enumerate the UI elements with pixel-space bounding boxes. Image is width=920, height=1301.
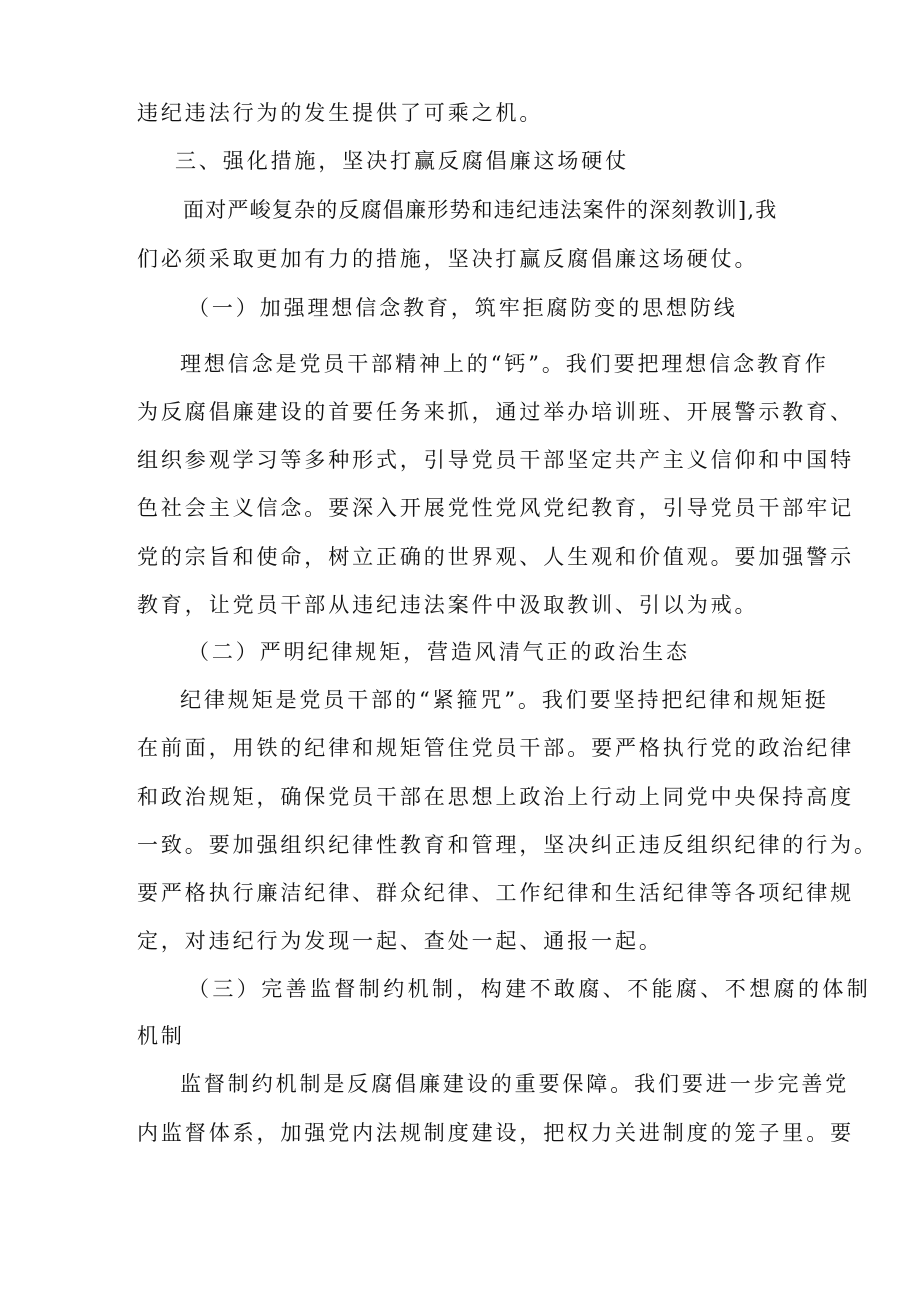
body-line: 为反腐倡廉建设的首要任务来抓，通过举办培训班、开展警示教育、 bbox=[137, 400, 854, 424]
paragraph-first-line: 监督制约机制是反腐倡廉建设的重要保障。我们要进一步完善党 bbox=[180, 1072, 850, 1096]
section-heading: 三、强化措施，坚决打赢反腐倡廉这场硬仗 bbox=[175, 149, 630, 173]
body-line: 教育，让党员干部从违纪违法案件中汲取教训、引以为戒。 bbox=[137, 593, 759, 617]
body-line: 在前面，用铁的纪律和规矩管住党员干部。要严格执行党的政治纪律 bbox=[137, 736, 854, 760]
subsection-heading-continued: 机制 bbox=[137, 1024, 185, 1048]
paragraph-first-line: 理想信念是党员干部精神上的“钙”。我们要把理想信念教育作 bbox=[180, 352, 829, 376]
body-line: 们必须采取更加有力的措施，坚决打赢反腐倡廉这场硬仗。 bbox=[137, 247, 759, 271]
paragraph-first-line: 纪律规矩是党员干部的“紧箍咒”。我们要坚持把纪律和规矩挺 bbox=[180, 688, 829, 712]
subsection-heading: （二）严明纪律规矩，营造风清气正的政治生态 bbox=[188, 640, 690, 664]
body-line: 党的宗旨和使命，树立正确的世界观、人生观和价值观。要加强警示 bbox=[137, 545, 854, 569]
body-line: 色社会主义信念。要深入开展党性党风党纪教育，引导党员干部牢记 bbox=[137, 496, 854, 520]
body-line: 违纪违法行为的发生提供了可乘之机。 bbox=[137, 101, 544, 125]
subsection-heading: （一）加强理想信念教育，筑牢拒腐防变的思想防线 bbox=[188, 296, 738, 320]
paragraph-first-line: 面对严峻复杂的反腐倡廉形势和违纪违法案件的深刻教训],我 bbox=[183, 198, 778, 222]
body-line: 要严格执行廉洁纪律、群众纪律、工作纪律和生活纪律等各项纪律规 bbox=[137, 881, 854, 905]
body-line: 一致。要加强组织纪律性教育和管理，坚决纠正违反组织纪律的行为。 bbox=[137, 833, 878, 857]
subsection-heading: （三）完善监督制约机制，构建不敢腐、不能腐、不想腐的体制 bbox=[188, 977, 872, 1001]
body-line: 组织参观学习等多种形式，引导党员干部坚定共产主义信仰和中国特 bbox=[137, 448, 854, 472]
body-line: 和政治规矩，确保党员干部在思想上政治上行动上同党中央保持高度 bbox=[137, 785, 854, 809]
body-line: 定，对违纪行为发现一起、查处一起、通报一起。 bbox=[137, 929, 663, 953]
body-line: 内监督体系，加强党内法规制度建设，把权力关进制度的笼子里。要 bbox=[137, 1121, 854, 1145]
